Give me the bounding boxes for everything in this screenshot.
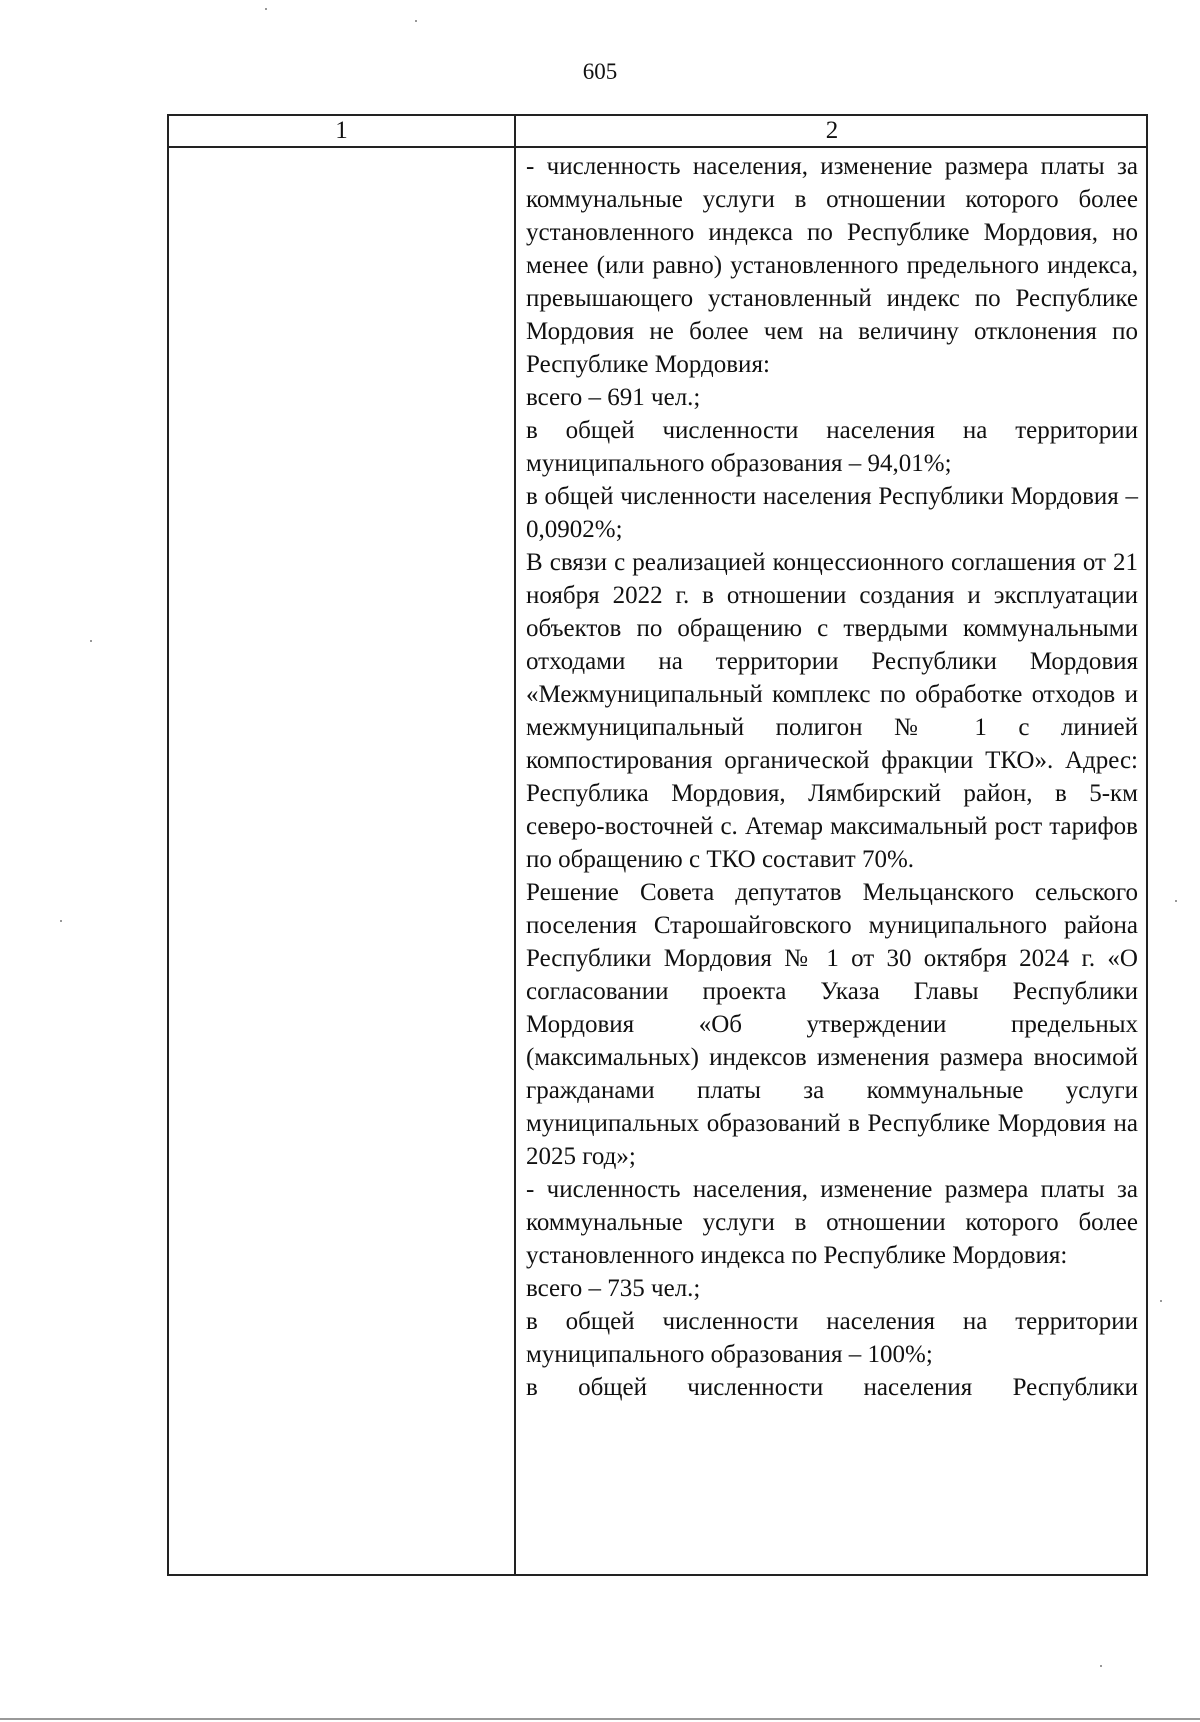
- paragraph-municipal-share-94: в общей численности населения на территории муниципального образования – 94,01%;: [526, 417, 1138, 477]
- paragraph-republic-share-00902: в общей численности населения Республики Мордовия – 0,0902%;: [526, 483, 1138, 543]
- document-table: [167, 114, 1148, 1576]
- column-1-header: 1: [335, 117, 348, 144]
- paragraph-total-691: всего – 691 чел.;: [526, 384, 701, 411]
- paragraph-population-index: - численность населения, изменение размера платы за коммунальные услуги в отношении которого более установленного индекса по Республике Мордовия, но менее (или равно) установленного предельного индекса, превышающего установленный индекс по Республике Мордовия не более чем на величину отклонения по Республике Мордовия:: [526, 153, 1138, 378]
- page-number: 605: [582, 59, 618, 84]
- scan-speck: [1160, 1300, 1162, 1302]
- paragraph-total-735: всего – 735 чел.;: [526, 1275, 701, 1302]
- column-2-header: 2: [825, 117, 839, 144]
- table-header-row: [169, 116, 1146, 148]
- paragraph-concession-agreement: В связи с реализацией концессионного соглашения от 21 ноября 2022 г. в отношении создания и эксплуатации объектов по обращению с твердыми коммунальными отходами на территории Республики Мордовия «Межмуниципальный комплекс по обработке отходов и межмуниципальный полигон № 1 с линией компостирования органической фракции ТКО». Адрес: Республика Мордовия, Лямбирский район, в 5-км северо-восточней с. Атемар максимальный рост тарифов по обращению с ТКО составит 70%.: [526, 549, 1138, 873]
- scan-speck: [265, 8, 267, 10]
- column-divider: [514, 116, 516, 1574]
- paragraph-municipal-share-100: в общей численности населения на территории муниципального образования – 100%;: [526, 1308, 1138, 1368]
- column-2-content: [526, 150, 1138, 1404]
- paragraph-population-above-index: - численность населения, изменение размера платы за коммунальные услуги в отношении которого более установленного индекса по Республике Мордовия:: [526, 1176, 1138, 1269]
- paragraph-republic-share-continued: в общей численности населения Республики: [526, 1374, 1138, 1401]
- scan-speck: [415, 20, 417, 22]
- scan-bottom-edge: [0, 1718, 1200, 1720]
- scan-speck: [1175, 900, 1177, 902]
- paragraph-council-decision: Решение Совета депутатов Мельцанского сельского поселения Старошайговского муниципального района Республики Мордовия № 1 от 30 октября 2024 г. «О согласовании проекта Указа Главы Республики Мордовия «Об утверждении предельных (максимальных) индексов изменения размера вносимой гражданами платы за коммунальные услуги муниципальных образований в Республике Мордовия на 2025 год»;: [526, 879, 1138, 1170]
- scan-speck: [1100, 1665, 1102, 1667]
- scan-speck: [60, 920, 62, 922]
- scan-speck: [90, 640, 92, 642]
